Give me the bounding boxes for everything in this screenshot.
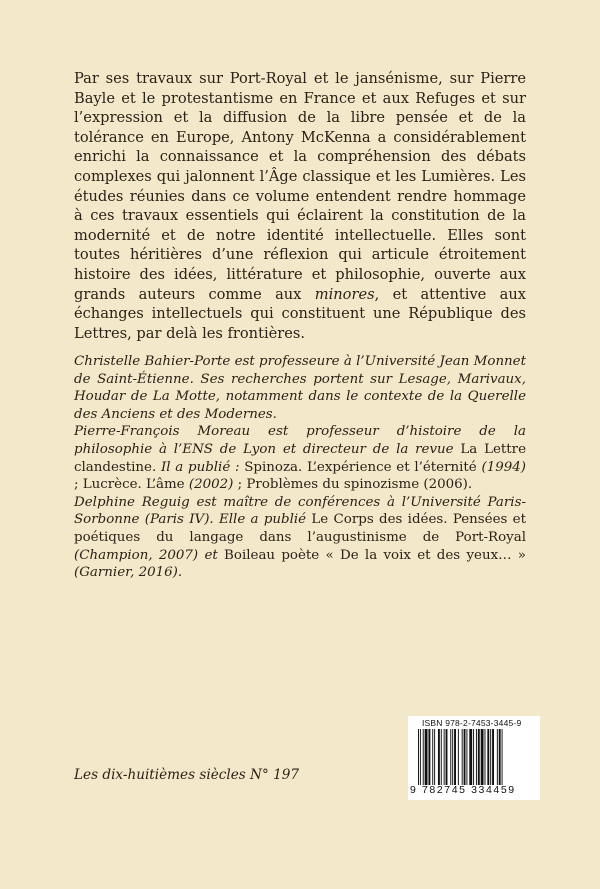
bio-moreau-book2: ; Lucrèce. L’âme: [74, 477, 185, 493]
barcode-bars: [418, 729, 534, 785]
summary-main: Par ses travaux sur Port-Royal et le jansénisme, sur Pierre Bayle et le protestantisme en France et aux Refuges et sur l’expression et la diffusion de la libre pensée et de la tolérance en Europe, Antony McKenna a considérablement enrichi la connaissance et la compréhension des débats complexes qui jalonnent l’Âge classique et les Lumières. Les études réunies dans ce volume entendent rendre hommage à ces travaux essentiels qui éclairent la constitution de la modernité et de notre identité intellectuelle. Elles sont toutes héritières d’une réflexion qui articule étroitement histoire des idées, littérature et philosophie, ouverte aux grands auteurs comme aux: [74, 70, 526, 303]
series-title: Les dix-huitièmes siècles N° 197: [74, 767, 300, 783]
isbn-barcode: [408, 716, 540, 800]
bio-moreau-year2: (2002): [184, 477, 234, 493]
bio-reguig: [74, 494, 526, 582]
bio-bahier-porte: Christelle Bahier-Porte est professeure à l’Université Jean Monnet de Saint-Étienne. Ses recherches portent sur Lesage, Marivaux, Houdar de La Motte, notamment dans le contexte de la Querelle des Anciens et des Modernes.: [74, 354, 526, 422]
bio-reguig-pub1: (Champion, 2007) et: [74, 547, 218, 563]
bio-moreau-book3: ; Problèmes du spinozisme (2006).: [233, 477, 473, 493]
bio-moreau-year1: (1994): [476, 459, 526, 475]
barcode-digits: 9 782745 334459: [410, 784, 516, 796]
bio-moreau: [74, 423, 526, 493]
bio-moreau-book1: Spinoza. L’expérience et l’éternité: [239, 459, 477, 475]
bio-reguig-book2: Boileau poète « De la voix et des yeux… »: [217, 547, 526, 563]
bio-reguig-pub2: (Garnier, 2016).: [74, 565, 183, 581]
bio-moreau-intro: Pierre-François Moreau est professeur d’histoire de la philosophie à l’ENS de Lyon et directeur de la revue: [74, 424, 526, 457]
summary-paragraph: [74, 69, 526, 343]
bio-moreau-revue: La Lettre clandestine.: [74, 441, 527, 475]
bio-reguig-book1: Le Corps des idées. Pensées et poétiques du langage dans l’augustinisme de Port-Royal: [74, 512, 526, 545]
summary-minores: minores: [314, 285, 375, 303]
isbn-label: ISBN 978-2-7453-3445-9: [422, 718, 522, 728]
bio-moreau-publie: Il a publié :: [156, 459, 240, 475]
summary-end: , et attentive aux échanges intellectuels qui constituent une République des Lettres, par delà les frontières.: [74, 285, 527, 342]
summary-text: [74, 69, 526, 343]
author-bios: [74, 353, 526, 582]
bio-reguig-intro: Delphine Reguig est maître de conférences à l’Université Paris-Sorbonne (Paris IV). Elle a publié: [74, 494, 526, 528]
